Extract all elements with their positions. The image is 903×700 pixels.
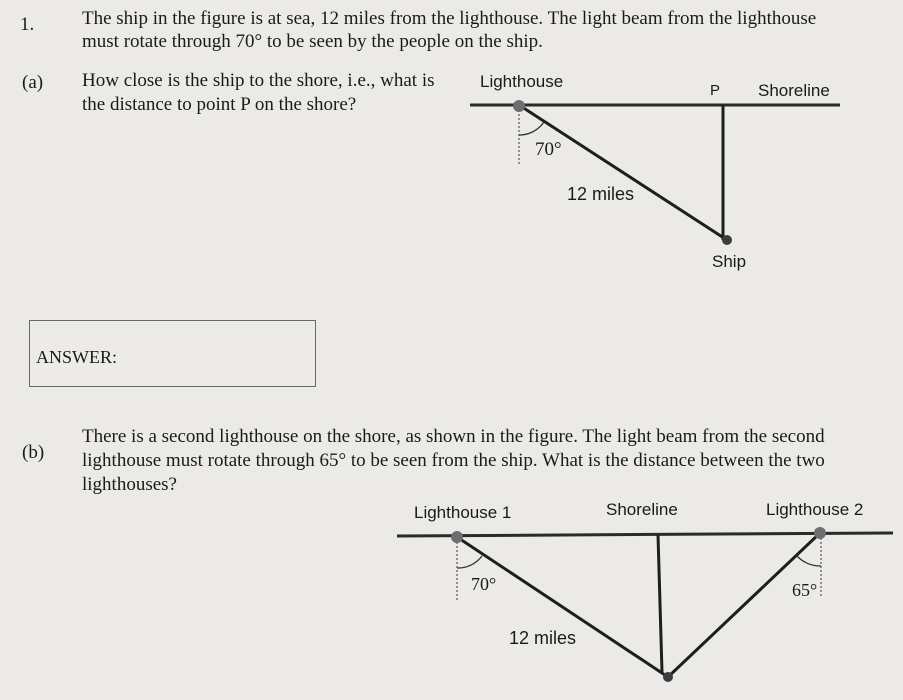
angle-arc-b2 <box>797 556 821 566</box>
ship-marker-b <box>663 672 673 682</box>
part-a-question-line-1: How close is the ship to the shore, i.e., what is <box>82 70 435 91</box>
part-b-question-line-3: lighthouses? <box>82 474 177 495</box>
beam-lighthouse1-to-ship <box>457 537 668 677</box>
shoreline-label-a: Shoreline <box>758 81 830 100</box>
part-b-label: (b) <box>22 442 45 463</box>
distance-label-b: 12 miles <box>509 628 577 648</box>
point-p-label: P <box>710 82 721 99</box>
part-a-question-line-2: the distance to point P on the shore? <box>82 94 357 115</box>
distance-label-a: 12 miles <box>567 184 635 204</box>
ship-to-shore-segment-b <box>658 535 662 672</box>
ship-label-a: Ship <box>712 252 747 271</box>
angle-label-b2: 65° <box>792 580 818 600</box>
lighthouse1-marker <box>451 531 463 543</box>
shoreline-label-b: Shoreline <box>606 500 678 519</box>
lighthouse-label-a: Lighthouse <box>480 72 564 91</box>
problem-intro-line-2: must rotate through 70° to be seen by the people on the ship. <box>82 31 543 52</box>
angle-arc-b1 <box>457 556 482 568</box>
lighthouse2-label: Lighthouse 2 <box>766 500 864 519</box>
lighthouse1-label: Lighthouse 1 <box>414 503 512 522</box>
problem-number: 1. <box>20 14 35 35</box>
angle-label-a: 70° <box>535 139 562 160</box>
part-b-question-line-1: There is a second lighthouse on the shore, as shown in the figure. The light beam from the second <box>82 426 825 447</box>
part-b-question-line-2: lighthouse must rotate through 65° to be seen from the ship. What is the distance between the two <box>82 450 825 471</box>
angle-label-b1: 70° <box>471 574 497 594</box>
answer-label: ANSWER: <box>36 347 117 367</box>
lighthouse2-marker <box>814 527 826 539</box>
problem-intro-line-1: The ship in the figure is at sea, 12 miles from the lighthouse. The light beam from the lighthouse <box>82 8 817 29</box>
beam-lighthouse2-to-ship <box>668 533 820 677</box>
part-a-label: (a) <box>22 72 44 93</box>
